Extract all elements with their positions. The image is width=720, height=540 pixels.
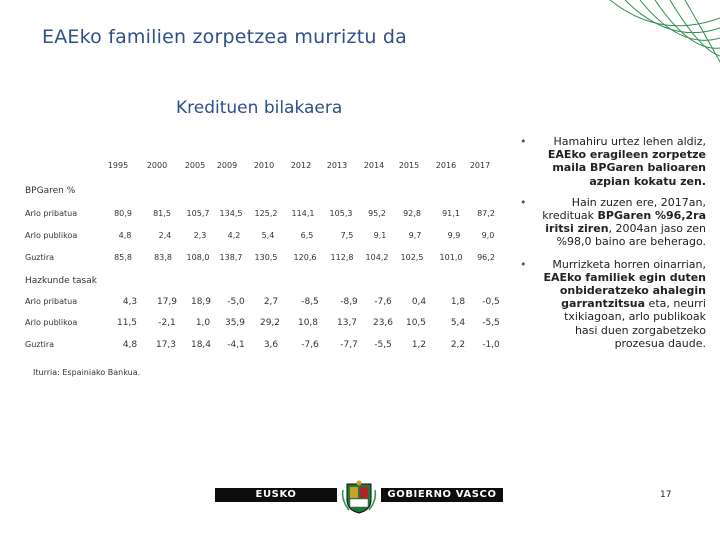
table-cell: 4,2 — [227, 231, 241, 240]
table-cell: 29,2 — [259, 318, 281, 328]
table-cell: -5,0 — [227, 297, 245, 307]
table-cell: -8,5 — [301, 297, 319, 307]
table-cell: 108,0 — [186, 253, 210, 262]
table-cell: 138,7 — [219, 253, 243, 262]
table-cell: 92,8 — [403, 209, 421, 218]
table-cell: 9,0 — [481, 231, 495, 240]
year-header: 2016 — [435, 161, 457, 170]
bullet-text: Hamahiru urtez lehen aldiz, — [553, 135, 706, 148]
table-cell: 105,3 — [329, 209, 353, 218]
table-cell: 120,6 — [293, 253, 317, 262]
bullet-bold-text: EAEko eragileen zorpetze maila BPGaren balioaren azpian kokatu zen. — [547, 148, 706, 188]
year-header: 2012 — [290, 161, 312, 170]
table-cell: 2,4 — [158, 231, 172, 240]
table-cell: 96,2 — [477, 253, 495, 262]
table-cell: 80,9 — [114, 209, 132, 218]
section-label: BPGaren % — [25, 186, 76, 196]
table-cell: -5,5 — [374, 340, 392, 350]
year-header: 2010 — [253, 161, 275, 170]
section-label: Hazkunde tasak — [25, 276, 97, 286]
table-cell: 95,2 — [368, 209, 386, 218]
bullet-item — [510, 258, 720, 350]
table-cell: 114,1 — [291, 209, 315, 218]
table-cell: 4,8 — [118, 231, 132, 240]
chart-subtitle: Kredituen bilakaera — [176, 98, 343, 118]
table-cell: -7,7 — [340, 340, 358, 350]
table-cell: 91,1 — [442, 209, 460, 218]
table-cell: 17,9 — [156, 297, 178, 307]
table-cell: 11,5 — [116, 318, 138, 328]
table-cell: -4,1 — [227, 340, 245, 350]
table-cell: -0,5 — [482, 297, 500, 307]
table-cell: 0,4 — [411, 297, 427, 307]
bullet-dot-icon: • — [520, 135, 527, 148]
logo-text-basque: EUSKO JAURLARITZA — [215, 488, 337, 502]
table-cell: 9,9 — [447, 231, 461, 240]
table-cell: 6,5 — [300, 231, 314, 240]
bullet-text: Hain zuzen ere, 2017an, kredituak — [542, 195, 706, 223]
table-cell: 4,8 — [122, 340, 138, 350]
government-logo — [215, 480, 505, 514]
table-cell: 112,8 — [330, 253, 354, 262]
page-title: EAEko familien zorpetzea murriztu da — [42, 26, 407, 48]
row-label: Arlo pribatua — [25, 209, 78, 218]
table-cell: 2,7 — [263, 297, 279, 307]
table-cell: -1,0 — [482, 340, 500, 350]
table-cell: 35,9 — [224, 318, 246, 328]
year-header: 2014 — [363, 161, 385, 170]
table-cell: 18,4 — [190, 340, 212, 350]
table-cell: 2,2 — [450, 340, 466, 350]
bullet-text: , 2004an jaso zen %98,0 baino are beherago. — [556, 222, 706, 249]
table-cell: 9,1 — [373, 231, 387, 240]
table-cell: 4,3 — [122, 297, 138, 307]
table-cell: 101,0 — [439, 253, 463, 262]
bullet-text: Murrizketa horren oinarrian, — [552, 257, 706, 271]
table-cell: 3,6 — [263, 340, 279, 350]
year-header: 2000 — [146, 161, 168, 170]
bullet-text: eta, neurri txikiagoan, arlo publikoak hasi duen zorgabetzeko prozesua daude. — [564, 297, 706, 350]
table-cell: 18,9 — [190, 297, 212, 307]
year-header: 2017 — [469, 161, 491, 170]
table-cell: 23,6 — [372, 318, 394, 328]
table-cell: -5,5 — [482, 318, 500, 328]
page-number: 17 — [660, 490, 672, 500]
row-label: Arlo publikoa — [25, 231, 78, 240]
row-label: Guztira — [25, 253, 55, 262]
table-cell: 87,2 — [477, 209, 495, 218]
table-cell: -7,6 — [301, 340, 319, 350]
row-label: Arlo publikoa — [25, 318, 78, 327]
table-cell: 5,4 — [450, 318, 466, 328]
row-label: Guztira — [25, 340, 55, 349]
table-cell: 1,8 — [450, 297, 466, 307]
year-header: 2015 — [398, 161, 420, 170]
table-cell: 7,5 — [340, 231, 354, 240]
coat-of-arms-icon — [341, 480, 377, 514]
year-header: 2009 — [216, 161, 238, 170]
year-header: 1995 — [107, 161, 129, 170]
table-cell: -8,9 — [340, 297, 358, 307]
table-cell: 85,8 — [114, 253, 132, 262]
table-cell: 1,0 — [195, 318, 211, 328]
table-cell: 134,5 — [219, 209, 243, 218]
table-cell: 10,8 — [297, 318, 319, 328]
bullet-bold-text: EAEko familiek egin duten onbideratzeko ahalegin garrantzitsua — [543, 270, 706, 311]
bullet-list — [510, 135, 720, 350]
row-label: Arlo pribatua — [25, 297, 78, 306]
table-cell: 83,8 — [154, 253, 172, 262]
table-cell: -2,1 — [158, 318, 176, 328]
table-cell: 1,2 — [411, 340, 427, 350]
table-cell: 105,7 — [186, 209, 210, 218]
table-cell: 17,3 — [155, 340, 177, 350]
table-cell: 9,7 — [408, 231, 422, 240]
table-cell: 10,5 — [405, 318, 427, 328]
table-cell: 2,3 — [193, 231, 207, 240]
logo-text-spanish: GOBIERNO VASCO — [381, 488, 503, 502]
table-cell: 5,4 — [261, 231, 275, 240]
table-cell: 102,5 — [400, 253, 424, 262]
table-cell: 125,2 — [254, 209, 278, 218]
bullet-dot-icon: • — [520, 195, 527, 209]
table-cell: 104,2 — [365, 253, 389, 262]
table-cell: 13,7 — [336, 318, 358, 328]
year-header: 2005 — [184, 161, 206, 170]
decorative-lines-graphic — [600, 0, 720, 62]
table-cell: -7,6 — [374, 297, 392, 307]
year-header: 2013 — [326, 161, 348, 170]
table-cell: 81,5 — [153, 209, 171, 218]
bullet-item — [510, 135, 720, 188]
table-cell: 130,5 — [254, 253, 278, 262]
source-note: Iturria: Espainiako Bankua. — [33, 368, 141, 377]
bullet-bold-text: BPGaren %96,2ra iritsi ziren — [545, 209, 706, 236]
bullet-item — [510, 196, 720, 249]
bullet-dot-icon: • — [520, 257, 527, 271]
